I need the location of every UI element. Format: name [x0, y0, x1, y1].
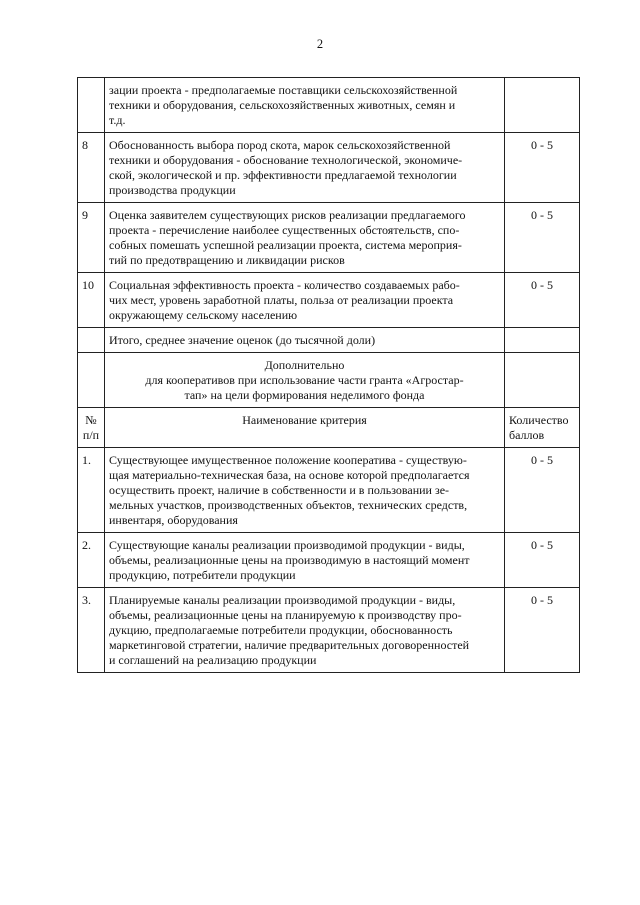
score-range — [505, 78, 580, 133]
table-row — [78, 533, 580, 588]
row-number: 1. — [78, 448, 105, 533]
table-row — [78, 328, 580, 353]
additional-heading — [105, 353, 505, 408]
header-score-line: баллов — [509, 428, 545, 442]
score-range: 0 - 5 — [505, 133, 580, 203]
criterion-text — [105, 203, 505, 273]
criterion-text — [105, 448, 505, 533]
criterion-text-line: чих мест, уровень заработной платы, польза от реализации проекта — [109, 293, 454, 307]
criterion-text-line: щая материально-техническая база, на основе которой предполагается — [109, 468, 470, 482]
criterion-text — [105, 533, 505, 588]
criterion-text-line: маркетинговой стратегии, наличие предварительных договоренностей — [109, 638, 470, 652]
criterion-text-line: инвентаря, оборудования — [109, 513, 238, 527]
criterion-text-line: проекта - перечисление наиболее существенных обстоятельств, спо- — [109, 223, 460, 237]
row-number: 10 — [78, 273, 105, 328]
criterion-text-line: т.д. — [109, 113, 126, 127]
row-number: 9 — [78, 203, 105, 273]
table-row — [78, 133, 580, 203]
criterion-text-line: окружающему сельскому населению — [109, 308, 298, 322]
criterion-text — [105, 78, 505, 133]
criterion-text-line: продукцию, потребители продукции — [109, 568, 296, 582]
criteria-table-top — [78, 78, 580, 353]
criterion-text-line: техники и оборудования - обоснование технологической, экономиче- — [109, 153, 463, 167]
additional-heading-line: Дополнительно — [264, 358, 345, 372]
additional-section — [78, 353, 580, 448]
additional-heading-row — [78, 353, 580, 408]
additional-heading-line: тап» на цели формирования неделимого фонда — [184, 388, 425, 402]
table-row — [78, 273, 580, 328]
additional-heading-line: для кооперативов при использование части гранта «Агростар- — [145, 373, 464, 387]
header-score — [505, 408, 580, 448]
criterion-text — [105, 133, 505, 203]
row-number: 2. — [78, 533, 105, 588]
table-cell-empty — [78, 353, 105, 408]
criteria-table — [77, 77, 580, 673]
criterion-text-line: Планируемые каналы реализации производимой продукции - виды, — [109, 593, 456, 607]
criterion-text-line: объемы, реализационные цены на планируемую к производству про- — [109, 608, 462, 622]
criterion-text — [105, 588, 505, 673]
score-range — [505, 328, 580, 353]
criterion-text-line: Оценка заявителем существующих рисков реализации предлагаемого — [109, 208, 466, 222]
table-cell-empty — [505, 353, 580, 408]
criterion-text-line: и соглашений на реализацию продукции — [109, 653, 317, 667]
criterion-text — [105, 328, 505, 353]
table-header-row — [78, 408, 580, 448]
criterion-text-line: Обоснованность выбора пород скота, марок сельскохозяйственной — [109, 138, 451, 152]
criterion-text-line: собных помешать успешной реализации проекта, система мероприя- — [109, 238, 462, 252]
header-number — [78, 408, 105, 448]
score-range: 0 - 5 — [505, 533, 580, 588]
row-number — [78, 328, 105, 353]
criterion-text-line: техники и оборудования, сельскохозяйственных животных, семян и — [109, 98, 456, 112]
header-number-line: № — [85, 413, 97, 427]
score-range: 0 - 5 — [505, 448, 580, 533]
criterion-text-line: Итого, среднее значение оценок (до тысячной доли) — [109, 333, 376, 347]
table-row — [78, 78, 580, 133]
criteria-table-bottom — [78, 448, 580, 673]
criterion-text-line: Социальная эффективность проекта - количество создаваемых рабо- — [109, 278, 460, 292]
criterion-text-line: дукцию, предполагаемые потребители продукции, обоснованность — [109, 623, 453, 637]
row-number — [78, 78, 105, 133]
criterion-text-line: Существующее имущественное положение кооператива - существую- — [109, 453, 467, 467]
table-row — [78, 448, 580, 533]
row-number: 3. — [78, 588, 105, 673]
criterion-text-line: зации проекта - предполагаемые поставщики сельскохозяйственной — [109, 83, 458, 97]
criterion-text-line: мельных участков, производственных объектов, технических средств, — [109, 498, 468, 512]
header-number-line: п/п — [82, 428, 100, 442]
table-row — [78, 203, 580, 273]
criterion-text-line: ской, экологической и пр. эффективности предлагаемой технологии — [109, 168, 457, 182]
table-row — [78, 588, 580, 673]
criterion-text-line: Существующие каналы реализации производимой продукции - виды, — [109, 538, 465, 552]
page-number: 2 — [316, 37, 324, 51]
row-number: 8 — [78, 133, 105, 203]
score-range: 0 - 5 — [505, 203, 580, 273]
criterion-text-line: объемы, реализационные цены на производимую в настоящий момент — [109, 553, 470, 567]
criterion-text-line: осуществить проект, наличие в собственности и в пользовании зе- — [109, 483, 450, 497]
criterion-text — [105, 273, 505, 328]
header-score-line: Количество — [509, 413, 569, 427]
criterion-text-line: тий по предотвращению и ликвидации рисков — [109, 253, 345, 267]
criterion-text-line: производства продукции — [109, 183, 236, 197]
score-range: 0 - 5 — [505, 588, 580, 673]
score-range: 0 - 5 — [505, 273, 580, 328]
header-criterion-name: Наименование критерия — [105, 408, 505, 448]
